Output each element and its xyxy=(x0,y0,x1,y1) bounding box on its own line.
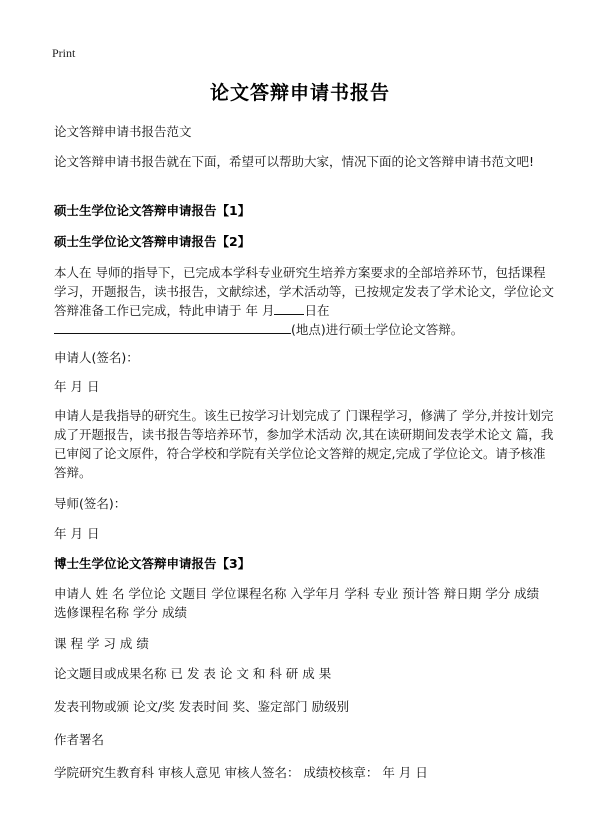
print-label[interactable]: Print xyxy=(52,46,76,60)
review-line: 学院研究生教育科 审核人意见 审核人签名： 成绩校核章： 年 月 日 xyxy=(54,765,428,780)
course-grades-line: 课 程 学 习 成 绩 xyxy=(54,636,149,651)
document-title: 论文答辩申请书报告 xyxy=(209,82,390,104)
intro-paragraph: 论文答辩申请书报告就在下面，希望可以帮助大家，情况下面的论文答辩申请书范文吧! xyxy=(54,154,535,169)
author-signature-line: 作者署名 xyxy=(54,732,105,747)
section-heading-3: 博士生学位论文答辩申请报告【3】 xyxy=(54,556,251,571)
application-text-part3: (地点)进行硕士学位论文答辩。 xyxy=(291,322,464,337)
research-results-line: 论文题目或成果名称 已 发 表 论 文 和 科 研 成 果 xyxy=(54,666,332,681)
advisor-signature-line: 导师(签名)： xyxy=(54,496,127,511)
applicant-signature-line: 申请人(签名)： xyxy=(54,350,139,365)
location-blank-field xyxy=(54,321,291,334)
application-paragraph xyxy=(54,263,554,339)
application-text-part2: 日在 xyxy=(304,303,330,318)
document-subtitle: 论文答辩申请书报告范文 xyxy=(54,124,192,139)
advisor-date-line: 年 月 日 xyxy=(54,526,100,541)
applicant-date-line: 年 月 日 xyxy=(54,379,100,394)
section-heading-1: 硕士生学位论文答辩申请报告【1】 xyxy=(54,203,251,218)
publication-info-line: 发表刊物或颁 论文/奖 发表时间 奖、鉴定部门 励级别 xyxy=(54,699,350,714)
advisor-statement-paragraph: 申请人是我指导的研究生。该生已按学习计划完成了 门课程学习，修满了 学分,并按计划完成了开题报告，读书报告等培养环节，参加学术活动 次,其在读研期间发表学术论文 篇，我已审阅了论文原件，符合学校和学院有关学位论文答辩的规定,完成了学位论文。请予核准答辩。 xyxy=(54,408,554,480)
doctoral-fields-paragraph: 申请人 姓 名 学位论 文题目 学位课程名称 入学年月 学科 专业 预计答 辩日期 学分 成绩 选修课程名称 学分 成绩 xyxy=(54,586,540,620)
section-heading-2: 硕士生学位论文答辩申请报告【2】 xyxy=(54,234,251,249)
application-text-part1: 本人在 导师的指导下，已完成本学科专业研究生培养方案要求的全部培养环节，包括课程学习，开题报告，读书报告，文献综述，学术活动等，已按规定发表了学术论文，学位论文答辩准备工作已完成，特此申请于 年 月 xyxy=(54,265,555,318)
day-blank-field xyxy=(274,302,304,315)
